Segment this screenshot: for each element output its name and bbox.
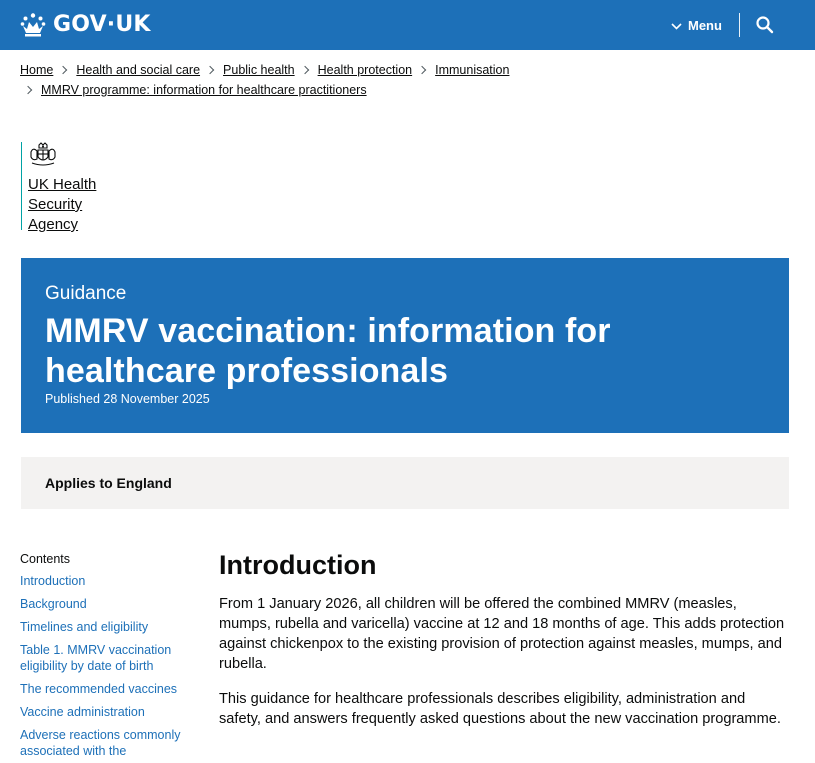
logo-text: GOV·UK <box>53 12 151 37</box>
menu-button[interactable] <box>671 14 722 36</box>
applies-to-text: Applies to England <box>45 475 172 491</box>
contents-link-timelines[interactable]: Timelines and eligibility <box>20 620 149 634</box>
breadcrumb-immunisation[interactable]: Immunisation <box>435 63 510 77</box>
contents-link-adverse-reactions[interactable]: Adverse reactions commonly associated with the <box>20 728 181 758</box>
document-type: Guidance <box>45 283 127 304</box>
body-paragraph: From 1 January 2026, all children will be offered the combined MMRV (measles, mumps, rubella and varicella) vaccine at 12 and 18 months of age. This adds protection against chickenpox to the existing provision of protection against measles, mumps, and rubella. <box>219 596 785 672</box>
royal-coat-of-arms-icon <box>28 142 96 173</box>
list-item <box>20 681 195 697</box>
breadcrumb-health-protection[interactable]: Health protection <box>317 63 413 77</box>
contents-link-table-1[interactable]: Table 1. MMRV vaccination eligibility by date of birth <box>20 643 172 673</box>
list-item <box>20 596 195 612</box>
list-item <box>20 642 195 674</box>
search-icon <box>755 22 775 39</box>
main-content <box>219 549 789 744</box>
published-date: Published 28 November 2025 <box>45 392 210 406</box>
breadcrumb-row <box>20 82 800 98</box>
organisation-name-line[interactable]: UK Health <box>28 176 97 193</box>
title-banner <box>21 258 789 433</box>
list-item <box>20 727 195 759</box>
contents-link-recommended-vaccines[interactable]: The recommended vaccines <box>20 682 178 696</box>
site-header <box>0 0 815 50</box>
chevron-down-icon <box>671 18 682 33</box>
breadcrumb-public-health[interactable]: Public health <box>223 63 295 77</box>
list-item <box>20 619 195 635</box>
contents-link-introduction[interactable]: Introduction <box>20 574 86 588</box>
breadcrumb-health-and-social-care[interactable]: Health and social care <box>76 63 201 77</box>
section-heading: Introduction <box>219 550 377 580</box>
chevron-right-icon <box>418 66 426 74</box>
applies-to-panel <box>21 457 789 509</box>
contents-title: Contents <box>20 552 71 566</box>
contents-sidebar <box>20 551 195 763</box>
breadcrumb-home[interactable]: Home <box>20 63 54 77</box>
breadcrumb <box>20 62 800 98</box>
govuk-logo-link[interactable] <box>20 11 151 39</box>
chevron-right-icon <box>59 66 67 74</box>
organisation-name-line[interactable]: Agency <box>28 216 79 233</box>
contents-list <box>20 573 195 759</box>
body-paragraph: This guidance for healthcare professionals describes eligibility, administration and safety, and answers frequently asked questions about the new vaccination programme. <box>219 691 781 727</box>
contents-link-background[interactable]: Background <box>20 597 87 611</box>
organisation-logo <box>21 142 97 233</box>
menu-label: Menu <box>688 17 722 33</box>
contents-link-vaccine-administration[interactable]: Vaccine administration <box>20 705 145 719</box>
chevron-right-icon <box>206 66 214 74</box>
search-button[interactable] <box>755 15 775 35</box>
breadcrumb-row <box>20 62 800 78</box>
crown-icon <box>20 12 46 38</box>
breadcrumb-current[interactable]: MMRV programme: information for healthcare practitioners <box>41 83 367 97</box>
header-divider <box>739 13 740 37</box>
chevron-right-icon <box>300 66 308 74</box>
page-title: MMRV vaccination: information for healthcare professionals <box>45 312 611 390</box>
chevron-right-icon <box>24 86 32 94</box>
list-item <box>20 704 195 720</box>
organisation-name-line[interactable]: Security <box>28 196 83 213</box>
list-item <box>20 573 195 589</box>
